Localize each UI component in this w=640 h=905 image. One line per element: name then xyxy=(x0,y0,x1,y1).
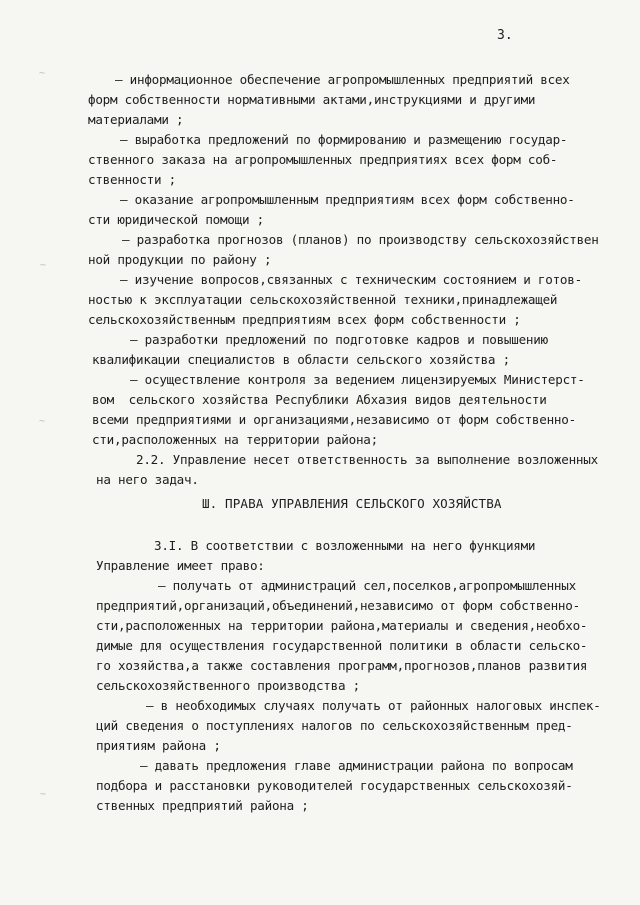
text-line: Управление имеет право: xyxy=(96,558,265,573)
text-line: ственного заказа на агропромышленных предприятиях всех форм соб- xyxy=(88,152,558,167)
text-line: на него задач. xyxy=(96,472,199,487)
text-line: ственности ; xyxy=(88,172,176,187)
text-line: – информационное обеспечение агропромышленных предприятий всех xyxy=(115,72,570,87)
text-line: ностью к эксплуатации сельскохозяйственной техники,принадлежащей xyxy=(88,292,558,307)
text-line: сельскохозяйственным предприятиям всех форм собственности ; xyxy=(88,312,521,327)
text-line: материалами ; xyxy=(88,112,184,127)
text-line: – изучение вопросов,связанных с техническим состоянием и готов- xyxy=(120,272,582,287)
text-line: сти юридической помощи ; xyxy=(88,212,264,227)
text-line: – в необходимых случаях получать от районных налоговых инспек- xyxy=(146,698,601,713)
text-line: – выработка предложений по формированию и размещению государ- xyxy=(120,132,568,147)
text-line: квалификации специалистов в области сельского хозяйства ; xyxy=(92,352,510,367)
text-line: форм собственности нормативными актами,инструкциями и другими xyxy=(88,92,536,107)
text-line: – получать от администраций сел,поселков,агропромышленных xyxy=(158,578,576,593)
text-line: предприятий,организаций,объединений,независимо от форм собственно- xyxy=(96,598,580,613)
text-line: го хозяйства,а также составления программ,прогнозов,планов развития xyxy=(96,658,588,673)
text-line: вом сельского хозяйства Республики Абхазия видов деятельности xyxy=(92,392,547,407)
text-line: сельскохозяйственного производства ; xyxy=(96,678,360,693)
text-line: – осуществление контроля за ведением лицензируемых Министерст- xyxy=(130,372,585,387)
margin-punch-mark: ~ xyxy=(39,416,46,427)
text-line: димые для осуществления государственной политики в области сельско- xyxy=(96,638,588,653)
text-line: 3.I. В соответствии с возложенными на него функциями xyxy=(154,538,536,553)
margin-punch-mark: ~ xyxy=(40,789,47,800)
text-line: – давать предложения главе администрации района по вопросам xyxy=(140,758,573,773)
text-line: – разработка прогнозов (планов) по производству сельскохозяйствен xyxy=(122,232,599,247)
text-line: сти,расположенных на территории района,материалы и сведения,необхо- xyxy=(96,618,588,633)
section-heading: Ш. ПРАВА УПРАВЛЕНИЯ СЕЛЬСКОГО ХОЗЯЙСТВА xyxy=(202,496,502,511)
text-line: приятиям района ; xyxy=(96,738,221,753)
text-line: – разработки предложений по подготовке кадров и повышению xyxy=(130,332,548,347)
text-line: – оказание агропромышленным предприятиям всех форм собственно- xyxy=(120,192,575,207)
margin-punch-mark: ~ xyxy=(39,68,46,79)
text-line: сти,расположенных на территории района; xyxy=(92,432,378,447)
text-line: 2.2. Управление несет ответственность за выполнение возложенных xyxy=(136,452,598,467)
text-line: всеми предприятиями и организациями,независимо от форм собственно- xyxy=(92,412,576,427)
text-line: подбора и расстановки руководителей государственных сельскохозяй- xyxy=(96,778,573,793)
page-number: 3. xyxy=(497,28,513,43)
margin-punch-mark: ~ xyxy=(40,260,47,271)
text-line: ственных предприятий района ; xyxy=(96,798,309,813)
text-line: ций сведения о поступлениях налогов по сельскохозяйственным пред- xyxy=(96,718,573,733)
text-line: ной продукции по району ; xyxy=(88,252,272,267)
